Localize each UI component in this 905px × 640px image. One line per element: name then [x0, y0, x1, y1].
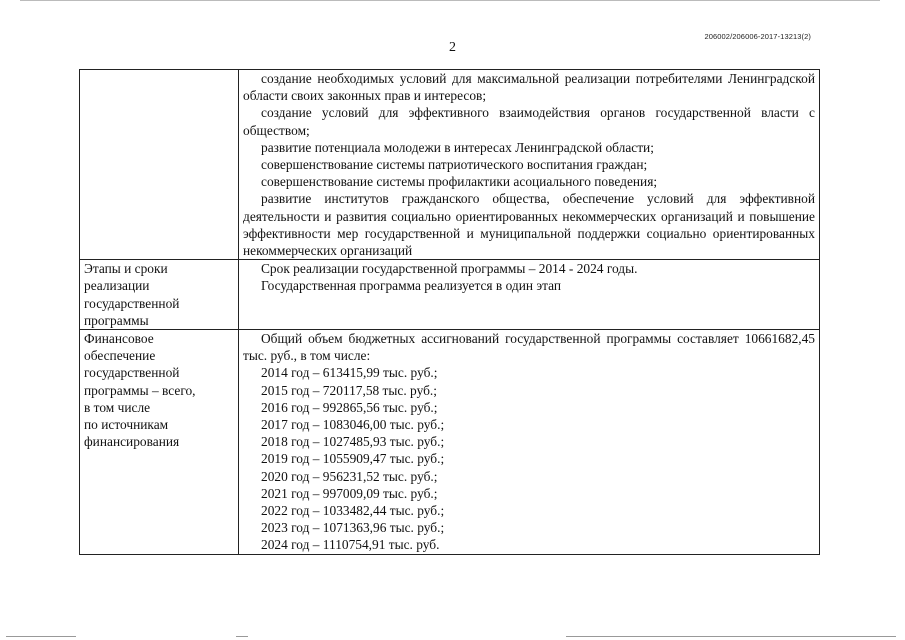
finance-label-line: Финансовое [84, 331, 154, 347]
finance-label-line: государственной [84, 365, 180, 381]
document-code: 206002/206006-2017-13213(2) [704, 32, 811, 41]
finance-content-cell [239, 330, 820, 555]
scan-bottom-edge [6, 636, 896, 638]
finance-label-line: по источникам [84, 417, 169, 433]
table-row-goals [80, 70, 820, 260]
stages-label-cell [80, 260, 239, 330]
finance-year-item: 2016 год – 992865,56 тыс. руб.; [261, 399, 438, 415]
finance-label-line: в том числе [84, 399, 151, 415]
finance-year-item: 2021 год – 997009,09 тыс. руб.; [261, 485, 438, 501]
stages-label-line: государственной [84, 295, 180, 311]
finance-label-line: программы – всего, [84, 382, 196, 398]
finance-label-line: обеспечение [84, 348, 156, 364]
finance-year-item: 2024 год – 1110754,91 тыс. руб. [261, 537, 440, 553]
stages-label-line: реализации [84, 278, 150, 294]
scan-top-edge [20, 0, 880, 1]
finance-year-item: 2019 год – 1055909,47 тыс. руб.; [261, 451, 445, 467]
goals-label-cell [80, 70, 239, 260]
finance-year-item: 2015 год – 720117,58 тыс. руб.; [261, 382, 437, 398]
finance-total: Общий объем бюджетных ассигнований государственной программы составляет 10661682,45 тыс. руб., в том числе: [243, 331, 815, 364]
finance-year-item: 2017 год – 1083046,00 тыс. руб.; [261, 417, 445, 433]
page-number: 2 [449, 40, 456, 55]
goal-item: совершенствование системы профилактики асоциального поведения; [261, 174, 658, 190]
finance-year-item: 2018 год – 1027485,93 тыс. руб.; [261, 434, 445, 450]
goals-content-cell [239, 70, 820, 260]
goal-item: создание необходимых условий для максимальной реализации потребителями Ленинградской области своих законных прав и интересов; [243, 71, 815, 104]
table-row-stages [80, 260, 820, 330]
finance-year-item: 2022 год – 1033482,44 тыс. руб.; [261, 503, 445, 519]
finance-label-line: финансирования [84, 434, 180, 450]
stages-text: Государственная программа реализуется в один этап [261, 278, 562, 294]
goal-item: создание условий для эффективного взаимодействия органов государственной власти с обществом; [243, 105, 815, 138]
stages-content-cell [239, 260, 820, 330]
table-row-finance [80, 330, 820, 555]
stages-label-line: программы [84, 312, 149, 328]
goal-item: совершенствование системы патриотического воспитания граждан; [261, 157, 648, 173]
finance-year-item: 2023 год – 1071363,96 тыс. руб.; [261, 520, 445, 536]
goal-item: развитие потенциала молодежи в интересах Ленинградской области; [261, 139, 654, 155]
finance-label-cell [80, 330, 239, 555]
stages-label-line: Этапы и сроки [84, 261, 168, 277]
program-passport-table [79, 69, 820, 555]
finance-year-item: 2014 год – 613415,99 тыс. руб.; [261, 365, 438, 381]
finance-year-item: 2020 год – 956231,52 тыс. руб.; [261, 468, 438, 484]
stages-text: Срок реализации государственной программы – 2014 - 2024 годы. [261, 261, 638, 277]
goal-item: развитие институтов гражданского общества, обеспечение условий для эффективной деятельности и развития социально ориентированных некоммерческих организаций и повышение эффективности мер государственной и муниципальной поддержки социально ориентированных некоммерческих организаций [243, 191, 815, 259]
